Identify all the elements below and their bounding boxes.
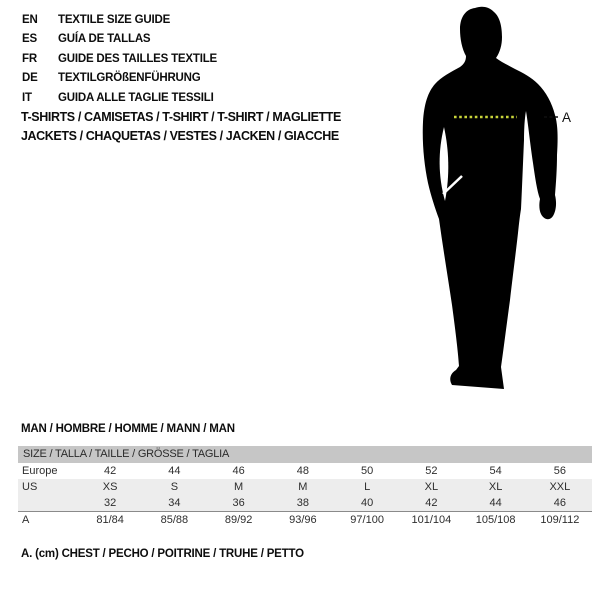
table-row-us-numeric (18, 495, 592, 511)
cell: 105/108 (475, 514, 516, 526)
measurement-footnote: A. (cm) CHEST / PECHO / POITRINE / TRUHE / PETTO (21, 548, 304, 560)
row-label: US (22, 481, 38, 493)
language-code: ES (22, 33, 37, 46)
cell: XL (424, 481, 439, 493)
cell: 40 (361, 497, 374, 509)
cell: 36 (232, 497, 245, 509)
cell: 52 (425, 465, 438, 477)
table-row-chest (18, 511, 592, 529)
language-label: GUIDE DES TAILLES TEXTILE (58, 52, 217, 65)
cell: S (170, 481, 179, 493)
cell: XXL (549, 481, 571, 493)
section-title-man: MAN / HOMBRE / HOMME / MANN / MAN (21, 423, 235, 435)
cell: 85/88 (160, 514, 189, 526)
man-silhouette (423, 7, 558, 389)
cell: 89/92 (224, 514, 253, 526)
cell: XS (102, 481, 118, 493)
size-table (18, 446, 592, 529)
cell: L (364, 481, 371, 493)
language-code: IT (22, 91, 32, 104)
cell: 48 (296, 465, 309, 477)
cell: M (234, 481, 244, 493)
language-label: TEXTILGRÖßENFÜHRUNG (58, 72, 201, 85)
cell: 42 (425, 497, 438, 509)
cell: 32 (104, 497, 117, 509)
cell: 46 (553, 497, 566, 509)
language-code: DE (22, 72, 38, 85)
language-label: TEXTILE SIZE GUIDE (58, 14, 171, 26)
row-label: A (22, 514, 30, 526)
cell: 81/84 (96, 514, 124, 526)
cell: XL (488, 481, 503, 493)
cell: 50 (361, 465, 374, 477)
cell: 54 (489, 465, 502, 477)
language-code: FR (22, 52, 37, 65)
row-label (18, 495, 78, 511)
language-row (22, 89, 217, 108)
cell: 44 (168, 465, 181, 477)
cell: 42 (104, 465, 117, 477)
man-silhouette-svg (405, 5, 575, 395)
category-line-jackets: JACKETS / CHAQUETAS / VESTES / JACKEN / GIACCHE (21, 129, 339, 144)
language-label: GUÍA DE TALLAS (58, 33, 151, 46)
language-list (22, 11, 217, 108)
cell: M (298, 481, 308, 493)
cell: 109/112 (540, 514, 580, 526)
cell: 46 (232, 465, 245, 477)
cell: 56 (553, 465, 566, 477)
size-table-header: SIZE / TALLA / TAILLE / GRÖSSE / TAGLIA (18, 446, 592, 463)
cell: 97/100 (350, 514, 384, 526)
language-row (22, 11, 217, 30)
row-label: Europe (22, 465, 58, 477)
cell: 101/104 (411, 514, 452, 526)
language-row (22, 69, 217, 88)
language-row (22, 50, 217, 69)
table-row-us (18, 479, 592, 495)
language-row (22, 30, 217, 49)
cell: 34 (168, 497, 181, 509)
language-label: GUIDA ALLE TAGLIE TESSILI (58, 91, 214, 104)
category-line-tshirts: T-SHIRTS / CAMISETAS / T-SHIRT / T-SHIRT / MAGLIETTE (21, 110, 341, 124)
category-lines (21, 108, 341, 146)
table-row-europe (18, 463, 592, 479)
cell: 38 (296, 497, 309, 509)
language-code: EN (22, 14, 38, 26)
measure-label-a: A (562, 110, 572, 125)
cell: 44 (489, 497, 502, 509)
cell: 93/96 (289, 514, 317, 526)
man-silhouette-figure (405, 5, 575, 395)
